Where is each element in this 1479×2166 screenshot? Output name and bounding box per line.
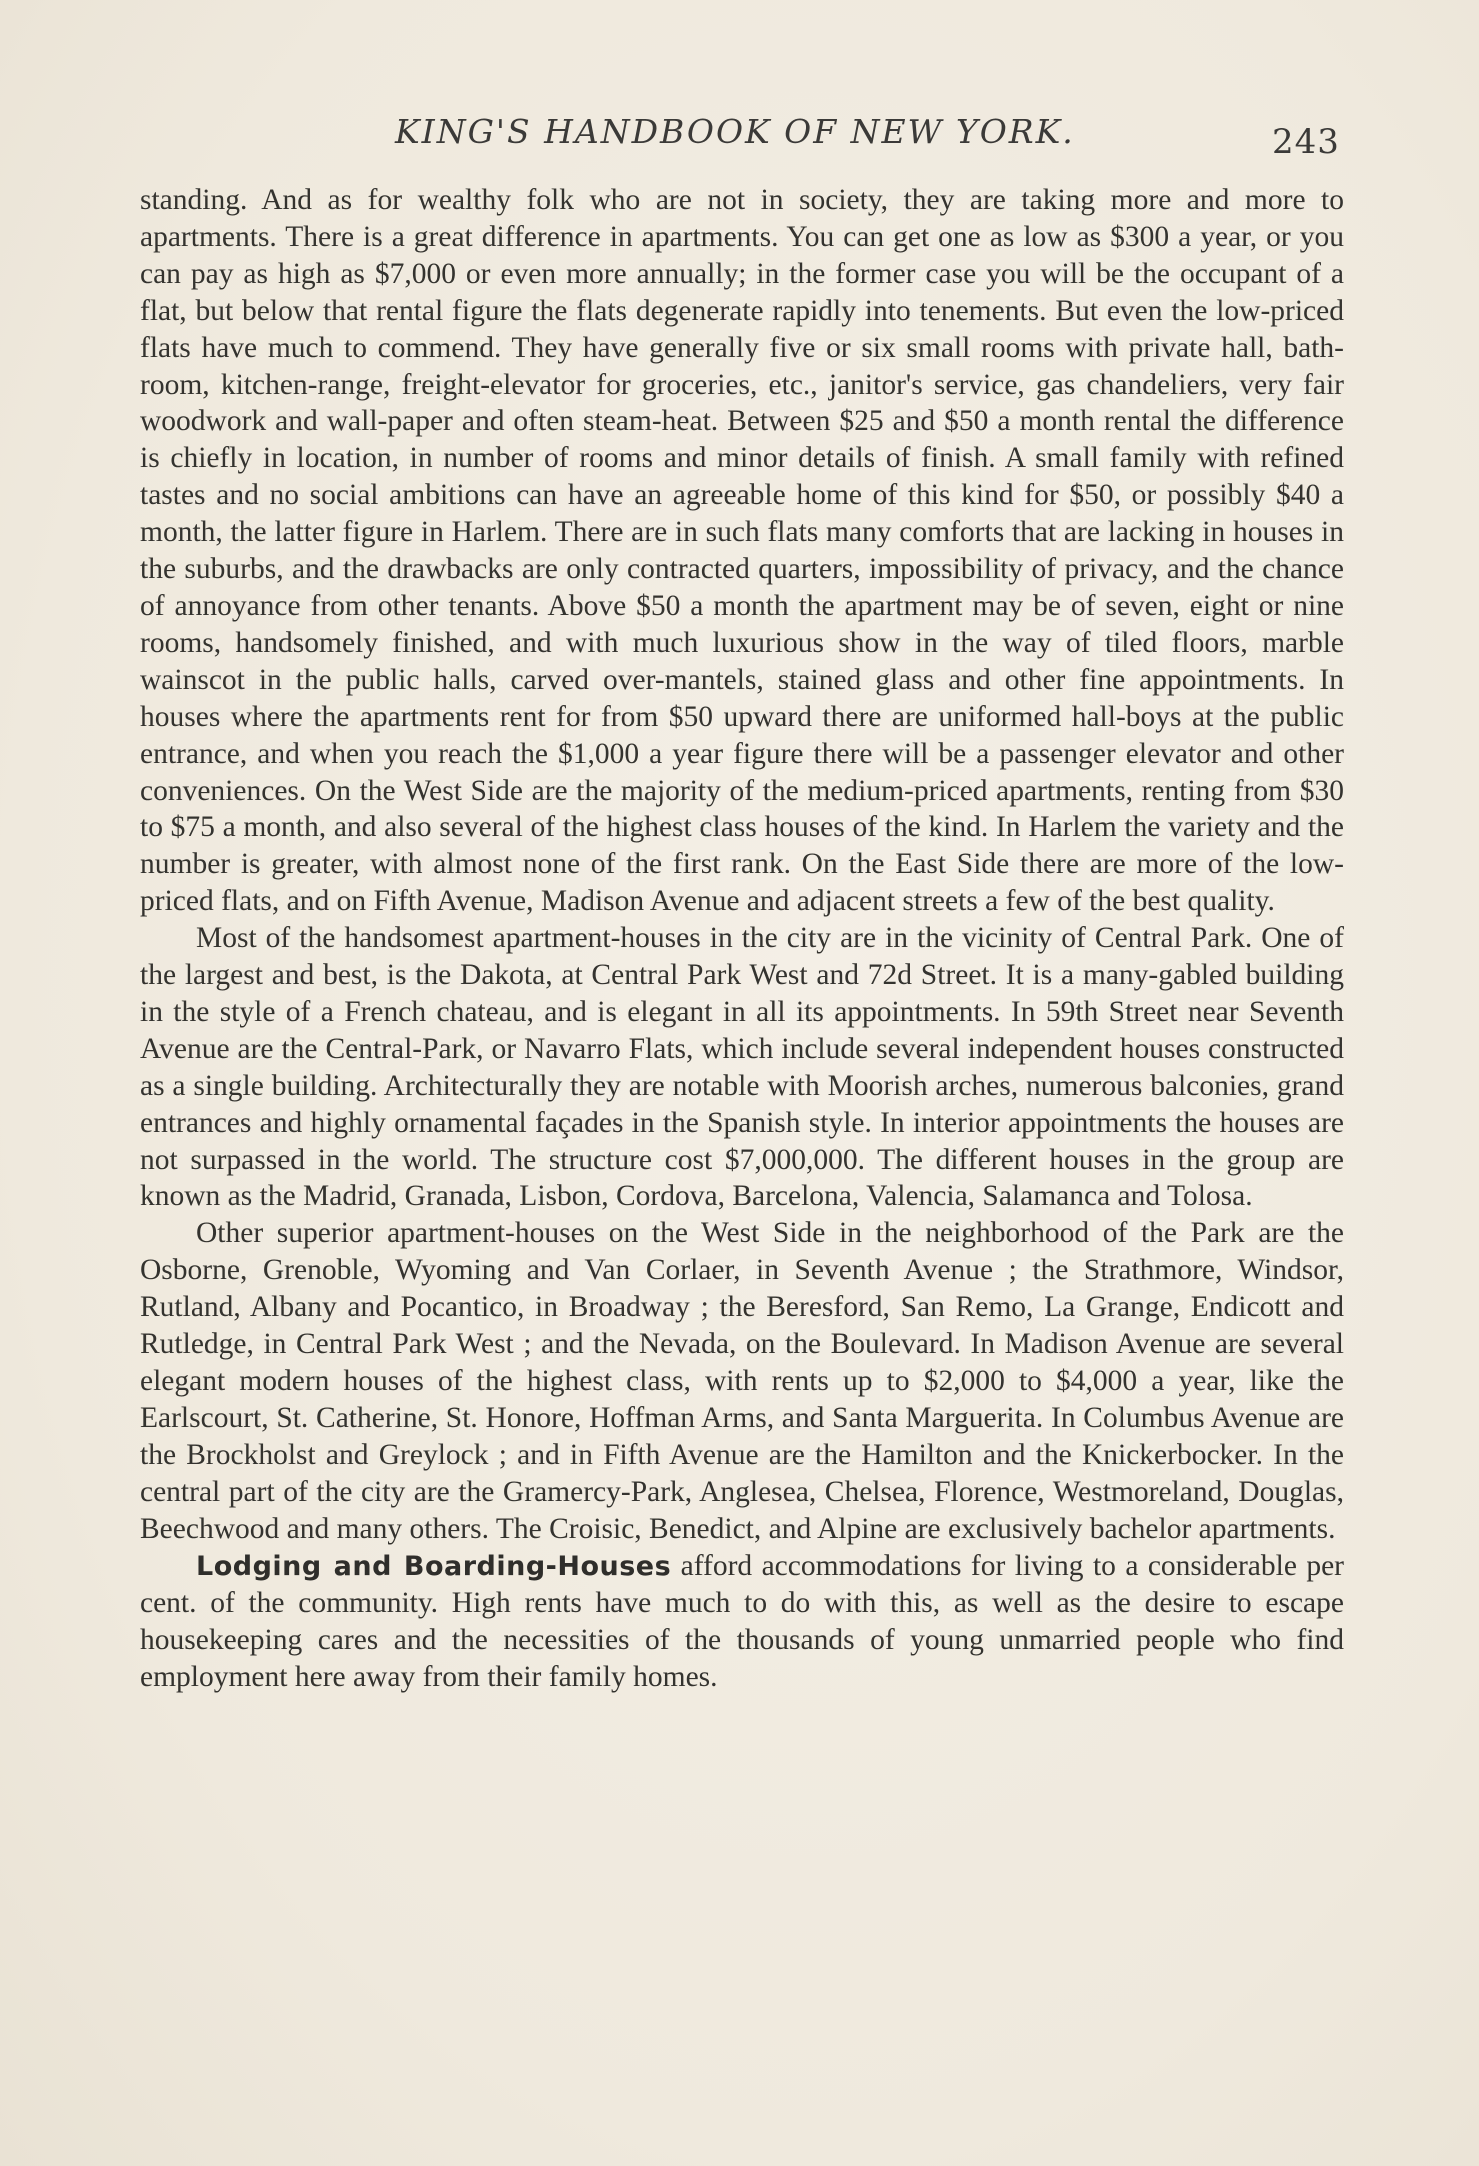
page-number: 243 [1272, 122, 1340, 162]
paragraph-lodging [140, 1548, 1344, 1697]
body-text [140, 182, 1344, 1696]
paragraph-apartments: standing. And as for wealthy folk who are not in society, they are taking more and more to apartments. There is a great difference in apartments. You can get one as low as $300 a year, or you can pay as high as $7,000 or even more annually; in the former case you will be the occupant of a flat, but below that rental figure the flats degenerate rapidly into tenements. But even the low-priced flats have much to commend. They have generally five or six small rooms with private hall, bath-room, kitchen-range, freight-elevator for groceries, etc., janitor's service, gas chandeliers, very fair woodwork and wall-paper and often steam-heat. Between $25 and $50 a month rental the difference is chiefly in location, in number of rooms and minor details of finish. A small family with refined tastes and no social ambitions can have an agreeable home of this kind for $50, or possibly $40 a month, the latter figure in Harlem. There are in such flats many comforts that are lacking in houses in the suburbs, and the drawbacks are only contracted quarters, impossibility of privacy, and the chance of annoyance from other tenants. Above $50 a month the apartment may be of seven, eight or nine rooms, handsomely finished, and with much luxurious show in the way of tiled floors, marble wainscot in the public halls, carved over-mantels, stained glass and other fine appointments. In houses where the apartments rent for from $50 upward there are uniformed hall-boys at the public entrance, and when you reach the $1,000 a year figure there will be a passenger elevator and other conveniences. On the West Side are the majority of the medium-priced apartments, renting from $30 to $75 a month, and also several of the highest class houses of the kind. In Harlem the variety and the number is greater, with almost none of the first rank. On the East Side there are more of the low-priced flats, and on Fifth Avenue, Madison Avenue and adjacent streets a few of the best quality. [140, 184, 1344, 918]
paragraph-west-side: Other superior apartment-houses on the West Side in the neighborhood of the Park are the Osborne, Grenoble, Wyoming and Van Corlaer, in Seventh Avenue ; the Strathmore, Windsor, Rutland, Albany and Pocantico, in Broadway ; the Beresford, San Remo, La Grange, Endicott and Rutledge, in Central Park West ; and the Nevada, on the Boulevard. In Madison Avenue are several elegant modern houses of the highest class, with rents up to $2,000 to $4,000 a year, like the Earlscourt, St. Catherine, St. Honore, Hoffman Arms, and Santa Marguerita. In Columbus Avenue are the Brockholst and Greylock ; and in Fifth Avenue are the Hamilton and the Knickerbocker. In the central part of the city are the Gramercy-Park, Anglesea, Chelsea, Florence, Westmoreland, Douglas, Beechwood and many others. The Croisic, Benedict, and Alpine are exclusively bachelor apartments. [140, 1217, 1344, 1545]
section-heading: Lodging and Boarding-Houses [196, 1550, 672, 1582]
paragraph-lodging-text: afford accommodations for living to a considerable per cent. of the community. High rents have much to do with this, as well as the desire to escape housekeeping cares and the necessities of the thousands of young unmarried people who find employment here away from their family homes. [140, 1549, 1344, 1694]
paragraph-central-park: Most of the handsomest apartment-houses in the city are in the vicinity of Central Park. One of the largest and best, is the Dakota, at Central Park West and 72d Street. It is a many-gabled building in the style of a French chateau, and is elegant in all its appointments. In 59th Street near Seventh Avenue are the Central-Park, or Navarro Flats, which include several independent houses constructed as a single building. Architecturally they are notable with Moorish arches, numerous balconies, grand entrances and highly ornamental façades in the Spanish style. In interior appointments the houses are not surpassed in the world. The structure cost $7,000,000. The different houses in the group are known as the Madrid, Granada, Lisbon, Cordova, Barcelona, Valencia, Salamanca and Tolosa. [140, 922, 1344, 1213]
running-title: KING'S HANDBOOK OF NEW YORK. [395, 112, 1075, 151]
